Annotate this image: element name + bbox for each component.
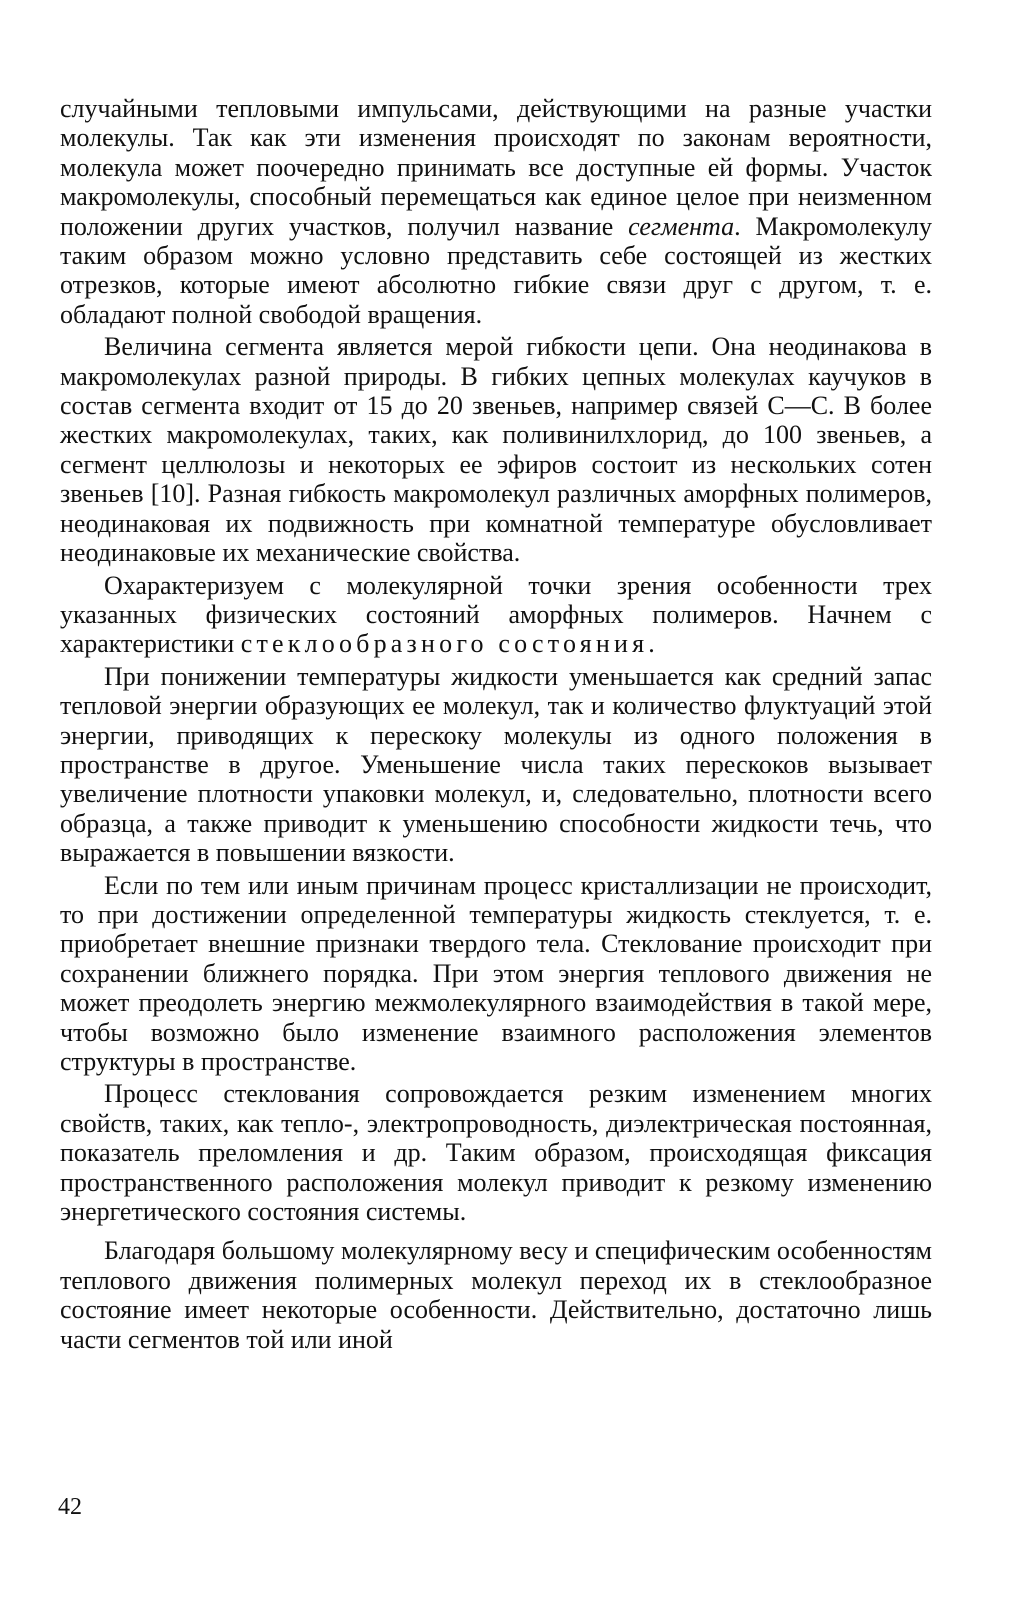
page-number: 42 — [58, 1494, 82, 1520]
emphasized-term: сегмента — [628, 211, 735, 241]
paragraph-text: . Макромолекулу таким образом можно условно представить себе состоящей из жестких отрезков, которые имеют абсолютно гибкие связи друг с другом, т. е. обладают полной свободой вращения. — [60, 211, 933, 329]
spaced-term: стеклообразного состояния — [240, 629, 649, 659]
paragraph-segment-definition — [60, 94, 932, 329]
paragraph-glass-transition-properties: Процесс стеклования сопровождается резким изменением многих свойств, таких, как тепло-, электропроводность, диэлектрическая постоянная, показатель преломления и др. Таким образом, происходящая фиксация пространственного расположения молекул приводит к резкому изменению энергетического состояния системы. — [60, 1079, 932, 1227]
paragraph-vitrification: Если по тем или иным причинам процесс кристаллизации не происходит, то при достижении определенной температуры жидкость стеклуется, т. е. приобретает внешние признаки твердого тела. Стеклование происходит при сохранении ближнего порядка. При этом энергия теплового движения не может преодолеть энергию межмолекулярного взаимодействия в такой мере, чтобы возможно было изменение взаимного расположения элементов структуры в пространстве. — [60, 870, 932, 1076]
paragraph-text: Охарактеризуем с молекулярной точки зрения особенности трех указанных физических состояний аморфных полимеров. Начнем с характеристики — [60, 570, 932, 659]
paragraph-molecular-weight: Благодаря большому молекулярному весу и специфическим особенностям теплового движения полимерных молекул переход их в стеклообразное состояние имеет некоторые особенности. Действительно, достаточно лишь части сегментов той или иной — [60, 1236, 932, 1354]
page-body — [60, 94, 932, 1357]
paragraph-segment-size: Величина сегмента является мерой гибкости цепи. Она неодинакова в макромолекулах разной природы. В гибких цепных молекулах каучуков в состав сегмента входит от 15 до 20 звеньев, например связей С—С. В более жестких макромолекулах, таких, как поливинилхлорид, до 100 звеньев, а сегмент целлюлозы и некоторых ее эфиров состоит из нескольких сотен звеньев [10]. Разная гибкость макромолекул различных аморфных полимеров, неодинаковая их подвижность при комнатной температуре обусловливает неодинаковые их механические свойства. — [60, 332, 932, 568]
paragraph-physical-states — [60, 571, 932, 659]
paragraph-temperature-decrease: При понижении температуры жидкости уменьшается как средний запас тепловой энергии образующих ее молекул, так и количество флуктуаций этой энергии, приводящих к перескоку молекулы из одного положения в пространстве в другое. Уменьшение числа таких перескоков вызывает увеличение плотности упаковки молекул, и, следовательно, плотности всего образца, а также приводит к уменьшению способности жидкости течь, что выражается в повышении вязкости. — [60, 661, 932, 868]
paragraph-text: . — [648, 629, 655, 659]
paragraph-text: случайными тепловыми импульсами, действующими на разные участки молекулы. Так как эти изменения происходят по законам вероятности, молекула может поочередно принимать все доступные ей формы. Участок макромолекулы, способный перемещаться как единое целое при неизменном положении других участков, получил название — [60, 94, 932, 241]
